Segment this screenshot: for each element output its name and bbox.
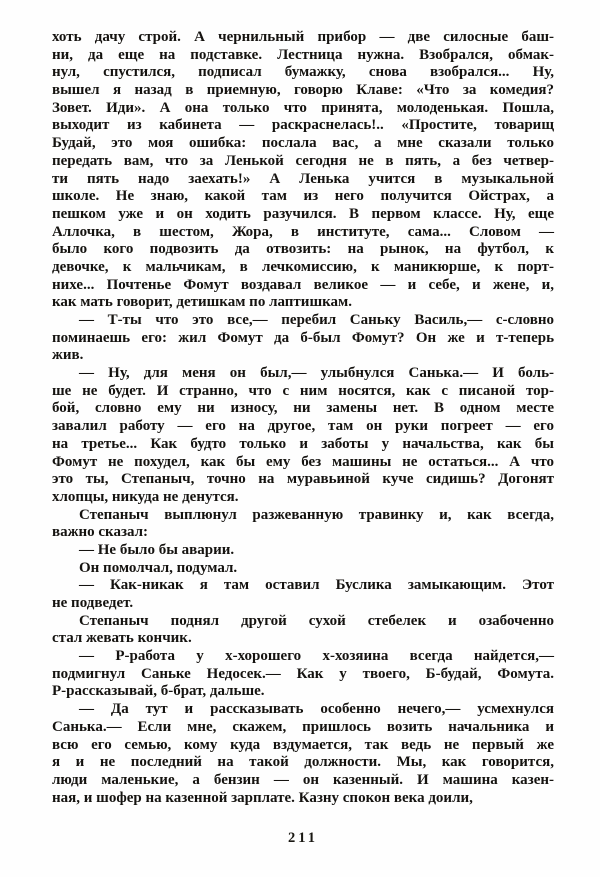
text-line: не подведет. [52, 595, 134, 611]
text-line: это ты, Степаныч, точно на муравьиной куче сидишь? Догонят [52, 471, 554, 488]
text-line: Степаныч поднял другой сухой стебелек и озабоченно [79, 612, 554, 629]
paragraph [52, 613, 554, 648]
text-line: девочке, к мальчикам, в лечкомиссию, к маникюрше, к порт- [52, 258, 554, 275]
text-line: ти пять надо заехать!» А Ленька учится в музыкальной [52, 170, 554, 187]
text-line: ни, да еще на подставке. Лестница нужна. Взобрался, обмак- [52, 46, 554, 63]
text-line: как мать говорит, детишкам по лаптишкам. [52, 294, 352, 311]
text-line: ше не будет. И странно, что с ним носятся, как с писаной тор- [52, 382, 554, 399]
paragraph [52, 312, 554, 365]
text-line: Фомут не похудел, как бы ему без машины не остаться... А что [52, 453, 554, 470]
text-line: стал жевать кончик. [52, 630, 192, 647]
paragraph [52, 648, 554, 701]
text-line: хлопцы, никуда не денутся. [52, 488, 239, 505]
text-line: — Ну, для меня он был,— улыбнулся Санька.— И боль- [79, 365, 554, 382]
paragraph [52, 577, 554, 612]
text-line: подмигнул Саньке Недосек.— Как у твоего, Б-будай, Фомута. [52, 665, 554, 682]
text-line: Санька.— Если мне, скажем, пришлось возить начальника и [52, 718, 554, 735]
text-line: было кого подвозить да отвозить: на рынок, на футбол, к [52, 241, 554, 258]
text-line: пешком уже и он ходить разучился. В первом классе. Ну, еще [52, 205, 554, 222]
text-line: школе. Не знаю, какой там из него получится Ойстрах, а [52, 188, 554, 205]
text-line: жив. [52, 347, 84, 364]
paragraph [52, 701, 554, 807]
text-line: Степаныч выплюнул разжеванную травинку и, как всегда, [79, 506, 554, 523]
text-line: вышел я назад в приемную, говорю Клаве: «Что за комедия? [52, 82, 554, 99]
text-line: выходит из кабинета — раскраснелась!.. «Простите, товарищ [52, 117, 554, 134]
text-line: люди маленькие, а бензин — он казенный. И машина казен- [52, 771, 554, 788]
text-line: Аллочка, в шестом, Жора, в институте, сама... Словом — [52, 223, 554, 240]
paragraph [52, 365, 554, 507]
text-line: — Не было бы аварии. [79, 541, 235, 558]
text-line: — Да тут и рассказывать особенно нечего,— усмехнулся [79, 701, 554, 718]
text-line: бой, словно ему ни износу, ни замены нет. В одном месте [52, 400, 554, 417]
paragraph [52, 507, 554, 542]
text-line: Р-рассказывай, б-брат, дальше. [52, 683, 265, 700]
paragraph [52, 560, 554, 578]
page-number: 211 [288, 830, 318, 846]
text-line: — Р-работа у х-хорошего х-хозяина всегда найдется,— [79, 648, 554, 665]
text-line: передать вам, что за Ленькой сегодня не в пять, а без четвер- [52, 152, 554, 169]
paragraph [52, 542, 554, 560]
text-line: — Т-ты что это все,— перебил Саньку Василь,— с-словно [79, 312, 554, 328]
text-line: важно сказал: [52, 524, 149, 541]
text-line: хоть дачу строй. А чернильный прибор — две силосные баш- [52, 29, 554, 45]
text-line: поминаешь его: жил Фомут да б-был Фомут? Он же и т-теперь [52, 329, 554, 346]
text-line: — Как-никак я там оставил Буслика замыкающим. Этот [79, 577, 554, 594]
text-line: нихе... Почтенье Фомут воздавал великое — и себе, и жене, и, [52, 276, 554, 293]
text-line: Он помолчал, подумал. [79, 559, 238, 576]
text-line: на третье... Как будто только и заботы у начальства, как бы [52, 435, 554, 452]
page-text-block [52, 29, 554, 807]
text-line: завалил работу — его на другое, там он руки погреет — его [52, 418, 554, 435]
text-line: Будай, это моя ошибка: послала вас, а мне сказали только [52, 135, 554, 152]
text-line: всю его семью, кому куда вздумается, так ведь не первый же [52, 736, 554, 753]
text-line: Зовет. Иди». А она только что принята, молоденькая. Пошла, [52, 99, 554, 116]
text-line: ная, и шофер на казенной зарплате. Казну спокон века доили, [52, 789, 473, 806]
text-line: я и не последний на такой должности. Мы, как говорится, [52, 754, 554, 771]
paragraph [52, 29, 554, 312]
text-line: нул, спустился, подписал бумажку, снова взобрался... Ну, [52, 64, 554, 81]
